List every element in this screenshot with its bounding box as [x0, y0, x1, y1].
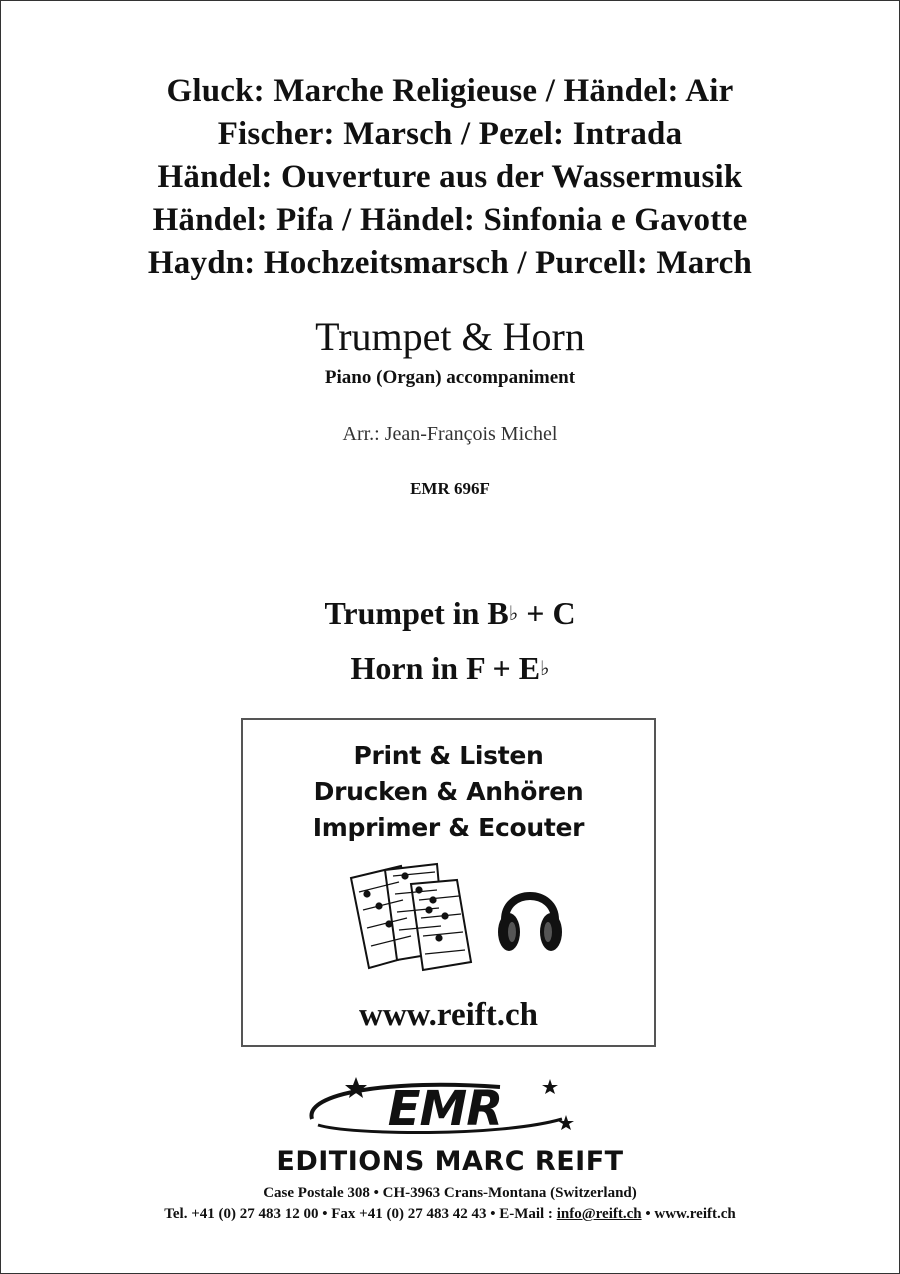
title-line-3: Händel: Ouverture aus der Wassermusik [157, 159, 743, 195]
promo-line-german: Drucken & Anhören [313, 777, 584, 806]
title-line-4: Händel: Pifa / Händel: Sinfonia e Gavotte [152, 202, 748, 238]
headphones-icon [495, 874, 565, 958]
promo-text [243, 738, 654, 846]
emr-logo [300, 1075, 590, 1141]
print-listen-box [241, 718, 656, 1047]
instrumentation-heading: Trumpet & Horn [315, 314, 585, 359]
sheet-music-icon [345, 860, 475, 972]
trumpet-part: Trumpet in B♭ + C [324, 595, 576, 631]
promo-line-french: Imprimer & Ecouter [312, 813, 585, 842]
arranger-credit: Arr.: Jean-François Michel [342, 423, 558, 445]
accompaniment-note: Piano (Organ) accompaniment [324, 367, 576, 388]
publisher-name: EDITIONS MARC REIFT [276, 1146, 624, 1177]
composition-titles [0, 70, 900, 285]
horn-part: Horn in F + E♭ [350, 650, 550, 686]
email-link[interactable]: info@reift.ch [556, 1206, 642, 1222]
contact-line: Tel. +41 (0) 27 483 12 00 • Fax +41 (0) 27 483 42 43 • E-Mail : info@reift.ch • www.reift.ch [164, 1206, 736, 1222]
postal-address: Case Postale 308 • CH-3963 Crans-Montana (Switzerland) [263, 1185, 637, 1201]
title-line-1: Gluck: Marche Religieuse / Händel: Air [166, 73, 734, 109]
website-link[interactable]: www.reift.ch [358, 997, 539, 1033]
publisher-address [0, 1183, 900, 1225]
parts-list [0, 588, 900, 698]
title-line-5: Haydn: Hochzeitsmarsch / Purcell: March [147, 245, 753, 281]
title-line-2: Fischer: Marsch / Pezel: Intrada [217, 116, 683, 152]
promo-line-english: Print & Listen [353, 741, 544, 770]
svg-text:EMR: EMR [387, 1081, 503, 1137]
catalog-number: EMR 696F [410, 479, 490, 498]
